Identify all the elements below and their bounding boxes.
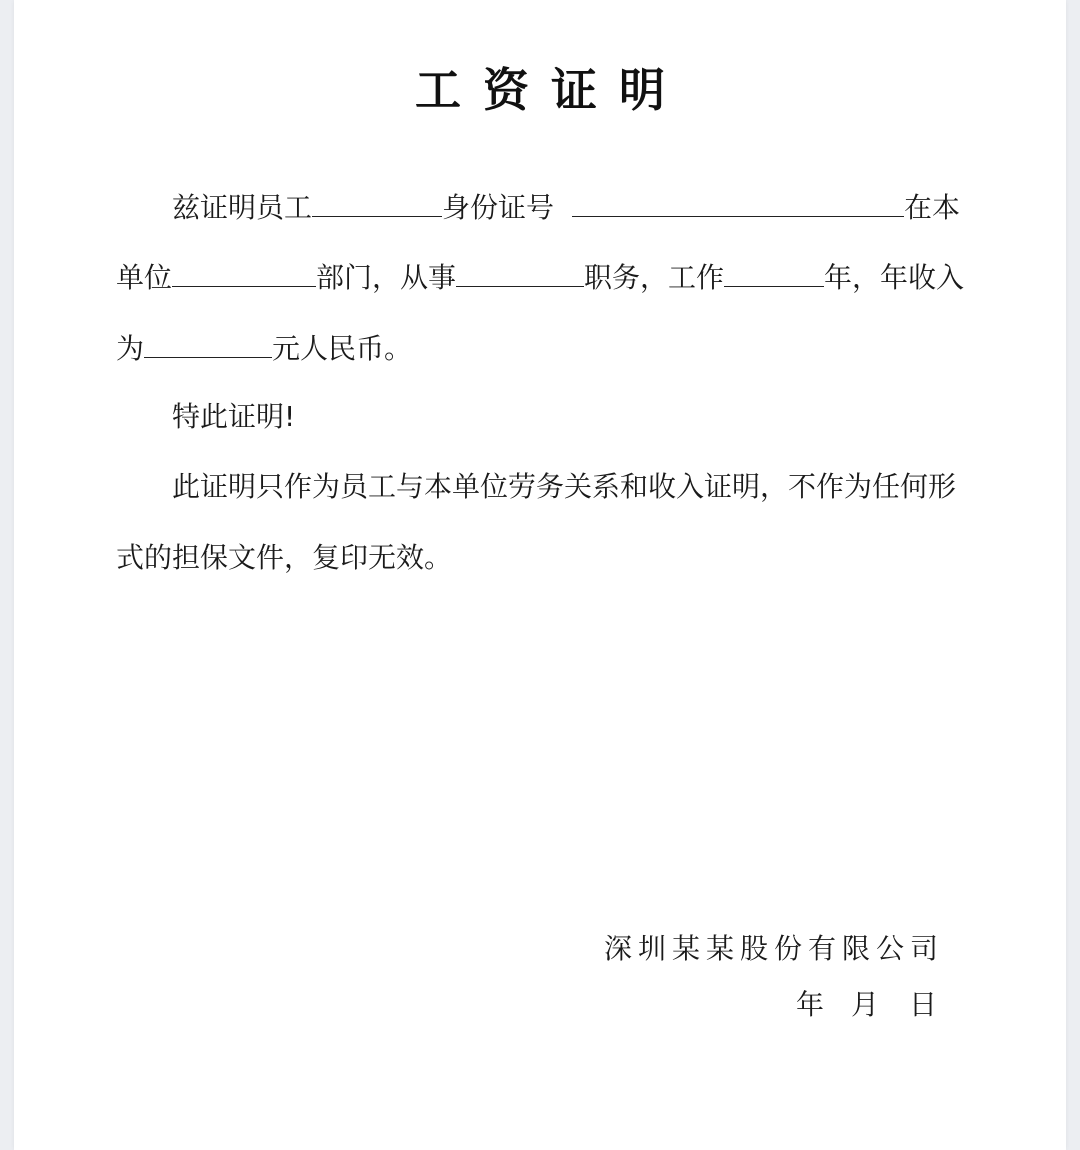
years-text: 年，年收入	[824, 261, 965, 294]
document-title: 工资证明	[415, 63, 687, 117]
income-prefix-text: 为	[116, 332, 145, 365]
department-blank	[172, 256, 316, 287]
disclaimer-line-1: 此证明只作为员工与本单位劳务关系和收入证明，不作为任何形	[172, 470, 957, 503]
body-line-2	[116, 256, 964, 296]
signature-date	[796, 985, 937, 1025]
years-blank	[724, 256, 824, 287]
employee-prefix-text: 兹证明员工	[172, 191, 313, 224]
date-month: 月	[851, 988, 880, 1021]
date-day: 日	[909, 988, 938, 1021]
employee-name-blank	[312, 186, 442, 217]
disclaimer-line-2: 式的担保文件，复印无效。	[116, 541, 453, 574]
line1-suffix-text: 在本	[904, 191, 961, 224]
income-suffix-text: 元人民币。	[272, 332, 413, 365]
company-name: 深圳某某股份有限公司	[604, 932, 945, 965]
date-year: 年	[796, 988, 825, 1021]
body-line-3	[116, 327, 412, 367]
body-line-1	[172, 186, 960, 226]
certify-text: 特此证明!	[172, 400, 296, 433]
id-number-blank	[572, 186, 904, 217]
position-blank	[456, 256, 584, 287]
department-text: 部门，从事	[316, 261, 457, 294]
id-number-label: 身份证号	[442, 191, 555, 224]
position-text: 职务，工作	[584, 261, 725, 294]
unit-text: 单位	[116, 261, 173, 294]
income-blank	[144, 327, 272, 358]
